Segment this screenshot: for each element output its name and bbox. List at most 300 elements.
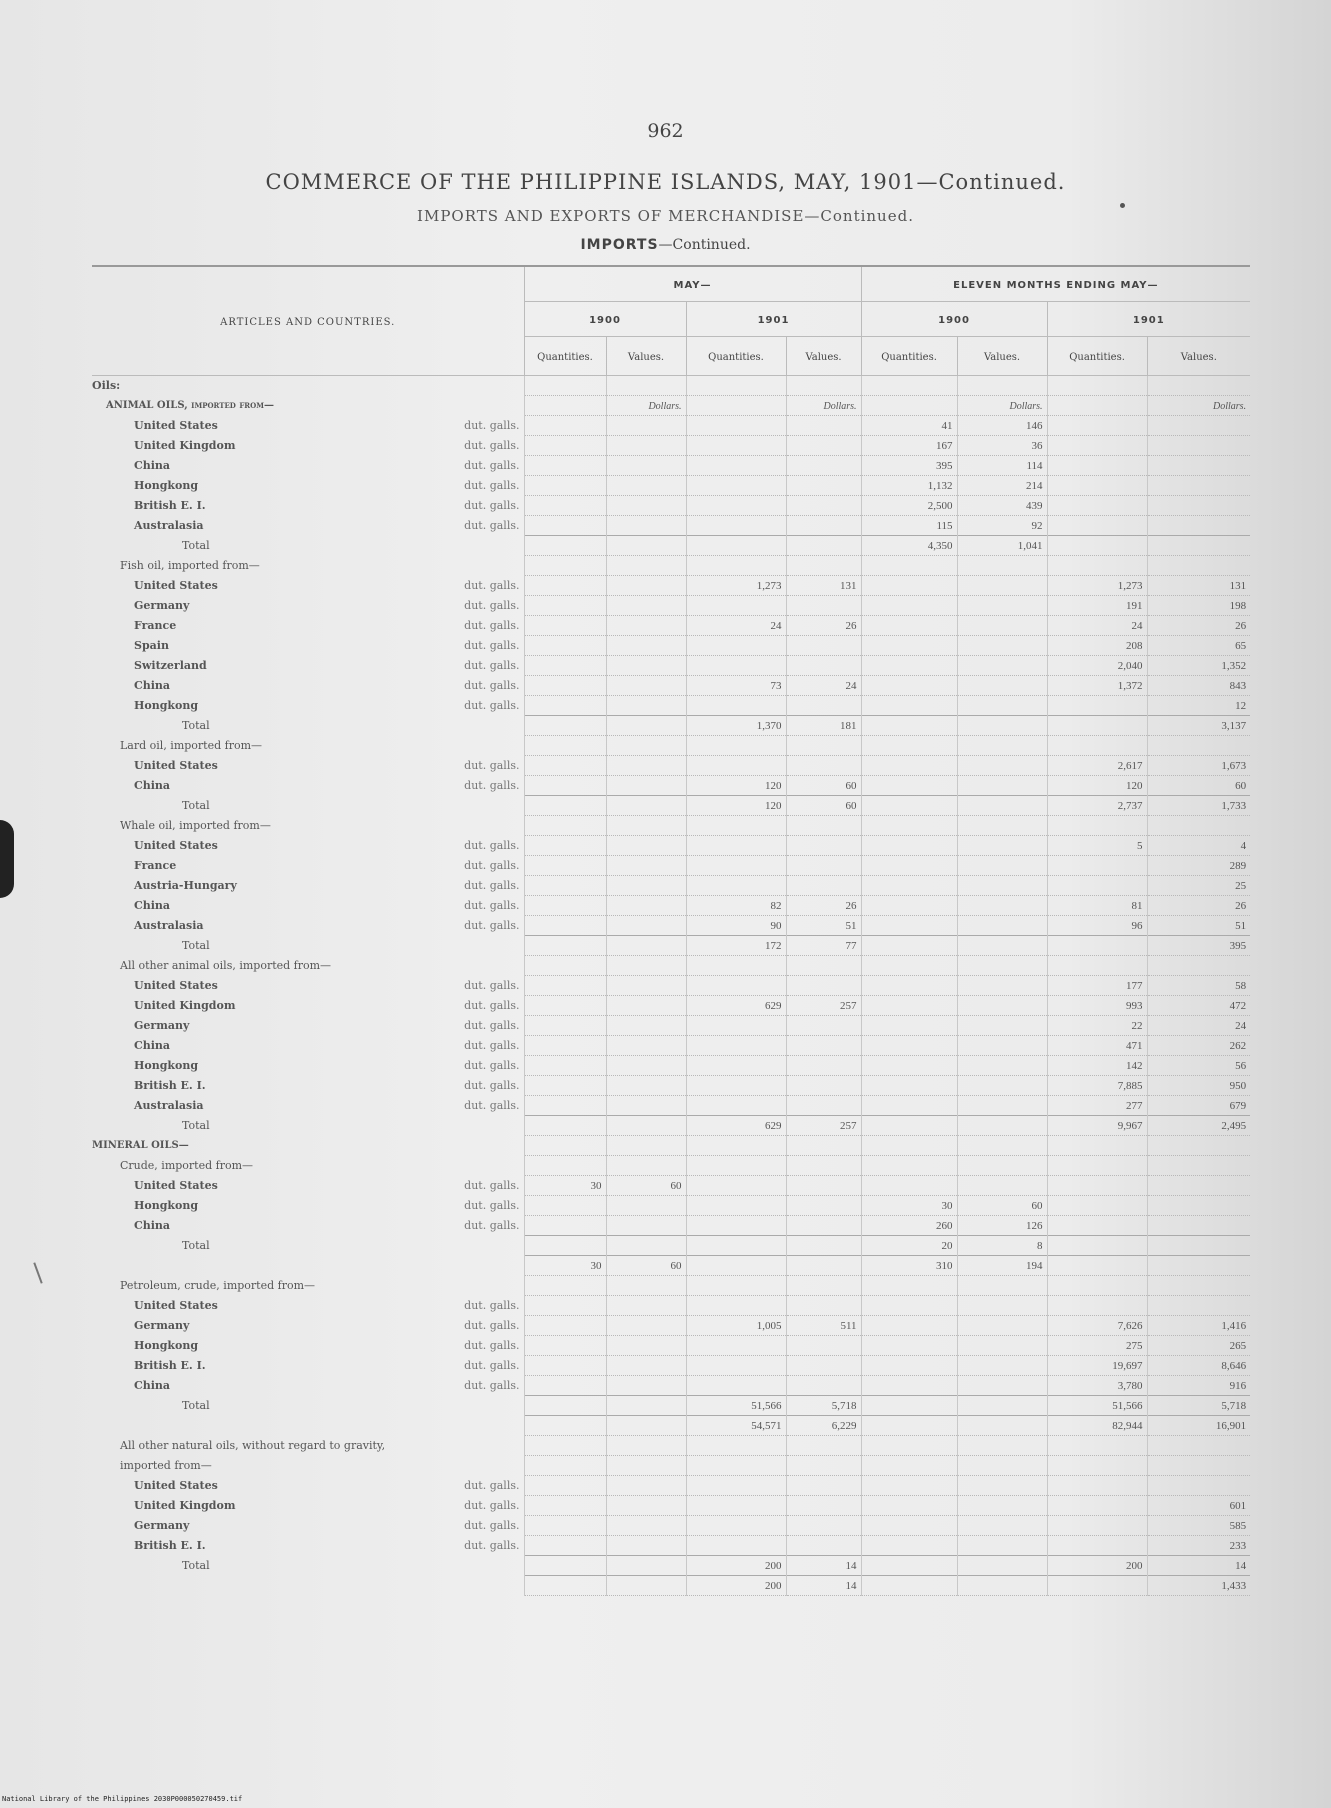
values-header (1147, 337, 1250, 376)
table-row (92, 1476, 1250, 1496)
unit-label: dut. galls. (464, 699, 520, 712)
may-1900-quantity (524, 1236, 606, 1256)
eleven-1901-value (1147, 1196, 1250, 1216)
may-1900-quantity (524, 436, 606, 456)
eleven-1900-value (957, 1476, 1047, 1496)
country-name: France (134, 619, 177, 632)
eleven-1900-quantity (861, 1096, 957, 1116)
may-1900-quantity (524, 1036, 606, 1056)
table-row (92, 476, 1250, 496)
eleven-1901-value (1147, 416, 1250, 436)
unit-label: dut. galls. (464, 1219, 520, 1232)
may-1901-value (786, 1476, 861, 1496)
empty-cell (1147, 1456, 1250, 1476)
country-label (92, 1036, 524, 1056)
country-name: Australasia (134, 519, 204, 532)
eleven-1901-quantity (1047, 1196, 1147, 1216)
may-1900-value (606, 1396, 686, 1416)
may-1900-value (606, 1036, 686, 1056)
dollars-label: Dollars. (1009, 400, 1043, 412)
may-1900-quantity (524, 1416, 606, 1436)
eleven-1900-value (957, 1116, 1047, 1136)
empty-cell (861, 1276, 957, 1296)
may-1901-value: 24 (786, 676, 861, 696)
eleven-1900-value: 60 (957, 1196, 1047, 1216)
may-1901-value (786, 1336, 861, 1356)
empty-cell (606, 1456, 686, 1476)
unit-label: dut. galls. (464, 1079, 520, 1092)
unit-label: dut. galls. (464, 459, 520, 472)
may-1900-value (606, 1216, 686, 1236)
may-1900-value (606, 456, 686, 476)
country-name: United Kingdom (134, 439, 236, 452)
may-1901-value (786, 636, 861, 656)
may-1901-quantity (686, 536, 786, 556)
eleven-1900-quantity (861, 1516, 957, 1536)
eleven-1901-quantity (1047, 936, 1147, 956)
country-label (92, 996, 524, 1016)
scan-edge-blot (0, 820, 14, 898)
eleven-1900-header (861, 302, 1047, 337)
may-1900-value (606, 1356, 686, 1376)
eleven-1901-quantity (1047, 496, 1147, 516)
empty-cell (686, 956, 786, 976)
country-name: United States (134, 839, 218, 852)
table-row (92, 596, 1250, 616)
eleven-1900-value (957, 1036, 1047, 1056)
country-label (92, 1296, 524, 1316)
country-label (92, 696, 524, 716)
empty-cell (1047, 1156, 1147, 1176)
may-1900-value (606, 1496, 686, 1516)
table-row (92, 496, 1250, 516)
total-label: Total (182, 1559, 210, 1572)
may-1900-value (606, 916, 686, 936)
empty-cell (686, 1436, 786, 1456)
may-1900-quantity: 30 (524, 1256, 606, 1276)
may-1900-quantity (524, 856, 606, 876)
may-1900-value (606, 1516, 686, 1536)
eleven-1901-value: 1,416 (1147, 1316, 1250, 1336)
eleven-1901-value: 26 (1147, 616, 1250, 636)
quantities-header (524, 337, 606, 376)
eleven-1900-value (957, 996, 1047, 1016)
eleven-1901-quantity: 5 (1047, 836, 1147, 856)
unit-label: dut. galls. (464, 919, 520, 932)
country-name: France (134, 859, 177, 872)
unit-label: dut. galls. (464, 999, 520, 1012)
eleven-1901-value: 4 (1147, 836, 1250, 856)
country-name: Austria-Hungary (134, 879, 237, 892)
empty-cell (861, 816, 957, 836)
eleven-1901-value: 60 (1147, 776, 1250, 796)
may-1901-value (786, 496, 861, 516)
may-1900-value (606, 896, 686, 916)
subheading-label: imported from— (120, 1459, 212, 1472)
may-1901-value (786, 876, 861, 896)
eleven-1900-value (957, 1076, 1047, 1096)
eleven-1901-value (1147, 516, 1250, 536)
eleven-1901-quantity (1047, 1476, 1147, 1496)
may-header-label: MAY— (673, 279, 712, 291)
eleven-1900-value: 146 (957, 416, 1047, 436)
unit-label: dut. galls. (464, 1339, 520, 1352)
total-label: Total (182, 539, 210, 552)
subheading-row (92, 956, 1250, 976)
may-1900-quantity (524, 1476, 606, 1496)
may-1901-quantity (686, 596, 786, 616)
eleven-1901-quantity (1047, 1516, 1147, 1536)
may-1901-quantity (686, 1036, 786, 1056)
table-row (92, 776, 1250, 796)
eleven-1900-value (957, 656, 1047, 676)
eleven-1901-value (1147, 456, 1250, 476)
eleven-1901-quantity (1047, 1296, 1147, 1316)
eleven-1901-quantity: 1,372 (1047, 676, 1147, 696)
eleven-1900-quantity (861, 1576, 957, 1596)
may-1901-quantity (686, 496, 786, 516)
subheading-label: Petroleum, crude, imported from— (120, 1279, 316, 1292)
eleven-1900-value (957, 976, 1047, 996)
eleven-1901-quantity (1047, 436, 1147, 456)
eleven-1900-quantity (861, 756, 957, 776)
eleven-1900-value (957, 616, 1047, 636)
eleven-1900-quantity: 4,350 (861, 536, 957, 556)
country-name: China (134, 459, 171, 472)
empty-cell (861, 1156, 957, 1176)
may-1901-value: 51 (786, 916, 861, 936)
subheading-label: Crude, imported from— (120, 1159, 254, 1172)
may-1901-value: 5,718 (786, 1396, 861, 1416)
may-1901-quantity (686, 636, 786, 656)
values-header (786, 337, 861, 376)
eleven-1900-quantity (861, 1396, 957, 1416)
quantities-header (686, 337, 786, 376)
may-1901-value (786, 1196, 861, 1216)
empty-cell (686, 1156, 786, 1176)
unit-label: dut. galls. (464, 639, 520, 652)
values-label: Values. (983, 351, 1021, 363)
may-1900-quantity (524, 1096, 606, 1116)
may-1900-value (606, 416, 686, 436)
may-1901-value (786, 536, 861, 556)
eleven-1901-quantity: 51,566 (1047, 1396, 1147, 1416)
country-label (92, 596, 524, 616)
eleven-1900-quantity (861, 576, 957, 596)
eleven-1901-quantity: 2,617 (1047, 756, 1147, 776)
empty-cell (957, 816, 1047, 836)
may-1900-quantity (524, 1196, 606, 1216)
may-1900-value (606, 1236, 686, 1256)
may-1901-value (786, 1356, 861, 1376)
country-label (92, 1316, 524, 1336)
may-1900-value (606, 676, 686, 696)
total-spacer (92, 1576, 524, 1596)
subheading-label: Whale oil, imported from— (120, 819, 271, 832)
may-1900-quantity (524, 596, 606, 616)
may-1901-value (786, 596, 861, 616)
eleven-1900-value (957, 1016, 1047, 1036)
may-1900-quantity (524, 696, 606, 716)
country-name: British E. I. (134, 499, 206, 512)
table-row (92, 856, 1250, 876)
may-1901-quantity (686, 1336, 786, 1356)
eleven-1901-quantity: 208 (1047, 636, 1147, 656)
eleven-1901-value: 198 (1147, 596, 1250, 616)
total-row (92, 936, 1250, 956)
subheading-label: Fish oil, imported from— (120, 559, 260, 572)
eleven-1901-value (1147, 1236, 1250, 1256)
may-1901-quantity (686, 656, 786, 676)
unit-label: dut. galls. (464, 899, 520, 912)
country-label (92, 1076, 524, 1096)
eleven-1900-quantity (861, 676, 957, 696)
empty-cell (1147, 1156, 1250, 1176)
eleven-1900-quantity (861, 1416, 957, 1436)
eleven-1901-quantity: 19,697 (1047, 1356, 1147, 1376)
eleven-1900-value: 36 (957, 436, 1047, 456)
eleven-1901-quantity: 2,040 (1047, 656, 1147, 676)
eleven-1900-quantity: 310 (861, 1256, 957, 1276)
table-row (92, 456, 1250, 476)
eleven-1901-value (1147, 1296, 1250, 1316)
eleven-1901-quantity (1047, 1176, 1147, 1196)
animal-oils-label: ANIMAL OILS, imported from— (106, 400, 274, 411)
may-1900-value (606, 1016, 686, 1036)
eleven-1900-value (957, 776, 1047, 796)
may-1900-value (606, 516, 686, 536)
may-1901-quantity (686, 1256, 786, 1276)
eleven-1901-value: 265 (1147, 1336, 1250, 1356)
empty-cell (1147, 956, 1250, 976)
may-1900-quantity (524, 936, 606, 956)
may-1901-quantity (686, 1376, 786, 1396)
country-name: Hongkong (134, 1059, 199, 1072)
quantities-label: Quantities. (881, 351, 937, 363)
country-name: China (134, 899, 171, 912)
may-1900-value (606, 1196, 686, 1216)
table-row (92, 1296, 1250, 1316)
may-1901-value: 14 (786, 1556, 861, 1576)
values-header (606, 337, 686, 376)
country-label (92, 1056, 524, 1076)
country-name: China (134, 1379, 171, 1392)
may-1901-value: 26 (786, 616, 861, 636)
empty-cell (861, 956, 957, 976)
eleven-1900-quantity (861, 1556, 957, 1576)
eleven-1901-value: 262 (1147, 1036, 1250, 1056)
empty-cell (686, 816, 786, 836)
eleven-1900-quantity (861, 1496, 957, 1516)
may-1900-quantity (524, 976, 606, 996)
eleven-1901-value (1147, 1256, 1250, 1276)
eleven-1901-quantity (1047, 1536, 1147, 1556)
eleven-1900-quantity: 395 (861, 456, 957, 476)
may-1900-quantity (524, 456, 606, 476)
may-1901-value (786, 436, 861, 456)
eleven-1900-quantity (861, 636, 957, 656)
eleven-1901-quantity (1047, 1256, 1147, 1276)
may-1900-value (606, 636, 686, 656)
may-1900-value (606, 536, 686, 556)
total-row (92, 1576, 1250, 1596)
eleven-1900-value (957, 1356, 1047, 1376)
eleven-1900-quantity (861, 1476, 957, 1496)
may-1900-quantity (524, 496, 606, 516)
country-name: Germany (134, 1019, 190, 1032)
table-row (92, 1216, 1250, 1236)
country-name: United States (134, 1479, 218, 1492)
country-name: United Kingdom (134, 999, 236, 1012)
eleven-1900-value (957, 1396, 1047, 1416)
table-row (92, 1096, 1250, 1116)
eleven-1901-quantity (1047, 516, 1147, 536)
may-1900-value (606, 936, 686, 956)
may-1900-value: 60 (606, 1256, 686, 1276)
quantities-label: Quantities. (537, 351, 593, 363)
table-row (92, 1516, 1250, 1536)
may-1901-quantity (686, 976, 786, 996)
empty-cell (957, 556, 1047, 576)
empty-cell (524, 956, 606, 976)
country-name: Australasia (134, 919, 204, 932)
eleven-1901-value: 289 (1147, 856, 1250, 876)
may-1901-header (686, 302, 861, 337)
may-1901-quantity: 24 (686, 616, 786, 636)
may-1901-quantity (686, 516, 786, 536)
may-1901-value (786, 1256, 861, 1276)
empty-cell (606, 1276, 686, 1296)
eleven-1900-quantity (861, 1376, 957, 1396)
may-1900-quantity (524, 1296, 606, 1316)
unit-label: dut. galls. (464, 1319, 520, 1332)
eleven-1900-value (957, 1416, 1047, 1436)
empty-cell (524, 736, 606, 756)
may-1900-value (606, 1576, 686, 1596)
country-name: United States (134, 1179, 218, 1192)
eleven-1900-quantity (861, 596, 957, 616)
eleven-1901-value: 12 (1147, 696, 1250, 716)
country-label (92, 636, 524, 656)
quantities-header (861, 337, 957, 376)
may-1901-value: 6,229 (786, 1416, 861, 1436)
subheading-label: All other animal oils, imported from— (120, 959, 332, 972)
subheading-row (92, 1456, 1250, 1476)
eleven-1901-quantity (1047, 856, 1147, 876)
may-1901-quantity: 1,005 (686, 1316, 786, 1336)
may-1901-quantity (686, 856, 786, 876)
may-1900-quantity (524, 1016, 606, 1036)
eleven-1901-quantity: 277 (1047, 1096, 1147, 1116)
may-1900-quantity (524, 636, 606, 656)
may-1901-quantity (686, 876, 786, 896)
empty-cell (1047, 1276, 1147, 1296)
country-name: United States (134, 579, 218, 592)
table-row (92, 756, 1250, 776)
country-label (92, 456, 524, 476)
may-1901-quantity (686, 1516, 786, 1536)
may-1900-value (606, 496, 686, 516)
may-1900-quantity (524, 656, 606, 676)
total-label: Total (182, 719, 210, 732)
country-label (92, 1536, 524, 1556)
country-name: Hongkong (134, 1339, 199, 1352)
empty-cell (606, 1156, 686, 1176)
eleven-1900-quantity (861, 1536, 957, 1556)
may-1901-value (786, 836, 861, 856)
empty-cell (1147, 816, 1250, 836)
country-label (92, 476, 524, 496)
may-1900-value (606, 1296, 686, 1316)
eleven-1900-value (957, 1096, 1047, 1116)
eleven-1900-quantity (861, 1296, 957, 1316)
subheading-label: Lard oil, imported from— (120, 739, 263, 752)
table-row (92, 1196, 1250, 1216)
eleven-1901-quantity: 7,626 (1047, 1316, 1147, 1336)
may-1900-quantity (524, 1376, 606, 1396)
eleven-1900-value (957, 1376, 1047, 1396)
may-1901-quantity (686, 1296, 786, 1316)
empty-cell (861, 1436, 957, 1456)
eleven-1900-quantity (861, 1016, 957, 1036)
may-1901-value (786, 656, 861, 676)
may-1900-value (606, 1056, 686, 1076)
footer-text: National Library of the Philippines 2030P000050270459.tif (2, 1795, 243, 1803)
eleven-1901-quantity: 24 (1047, 616, 1147, 636)
eleven-1901-quantity: 275 (1047, 1336, 1147, 1356)
eleven-1900-value (957, 696, 1047, 716)
section-row (92, 396, 1250, 416)
empty-cell (606, 736, 686, 756)
empty-cell (957, 956, 1047, 976)
may-1900-value (606, 1376, 686, 1396)
eleven-1900-value: 114 (957, 456, 1047, 476)
eleven-1900-quantity (861, 1336, 957, 1356)
may-1900-quantity (524, 516, 606, 536)
country-label (92, 656, 524, 676)
may-1900-value (606, 656, 686, 676)
table-row (92, 1016, 1250, 1036)
imports-table (92, 265, 1250, 1596)
empty-cell (1147, 1436, 1250, 1456)
may-1900-value (606, 596, 686, 616)
eleven-1901-label: 1901 (1132, 314, 1165, 326)
may-1901-value (786, 856, 861, 876)
may-1900-quantity (524, 1216, 606, 1236)
eleven-1901-value: 24 (1147, 1016, 1250, 1036)
eleven-1901-value: 3,137 (1147, 716, 1250, 736)
may-1900-quantity (524, 1336, 606, 1356)
may-1901-value (786, 1036, 861, 1056)
eleven-1900-quantity (861, 696, 957, 716)
eleven-1900-value: 1,041 (957, 536, 1047, 556)
country-label (92, 1476, 524, 1496)
eleven-1901-value: 58 (1147, 976, 1250, 996)
may-1900-quantity (524, 1056, 606, 1076)
country-label (92, 516, 524, 536)
eleven-1901-quantity: 120 (1047, 776, 1147, 796)
country-label (92, 1176, 524, 1196)
may-1901-quantity (686, 436, 786, 456)
mineral-oils-label: MINERAL OILS— (92, 1140, 189, 1151)
may-1900-quantity (524, 1396, 606, 1416)
unit-label: dut. galls. (464, 1539, 520, 1552)
may-1900-value (606, 1316, 686, 1336)
eleven-1901-value (1147, 1176, 1250, 1196)
empty-cell (524, 816, 606, 836)
eleven-1901-value: 679 (1147, 1096, 1250, 1116)
eleven-1900-value (957, 756, 1047, 776)
